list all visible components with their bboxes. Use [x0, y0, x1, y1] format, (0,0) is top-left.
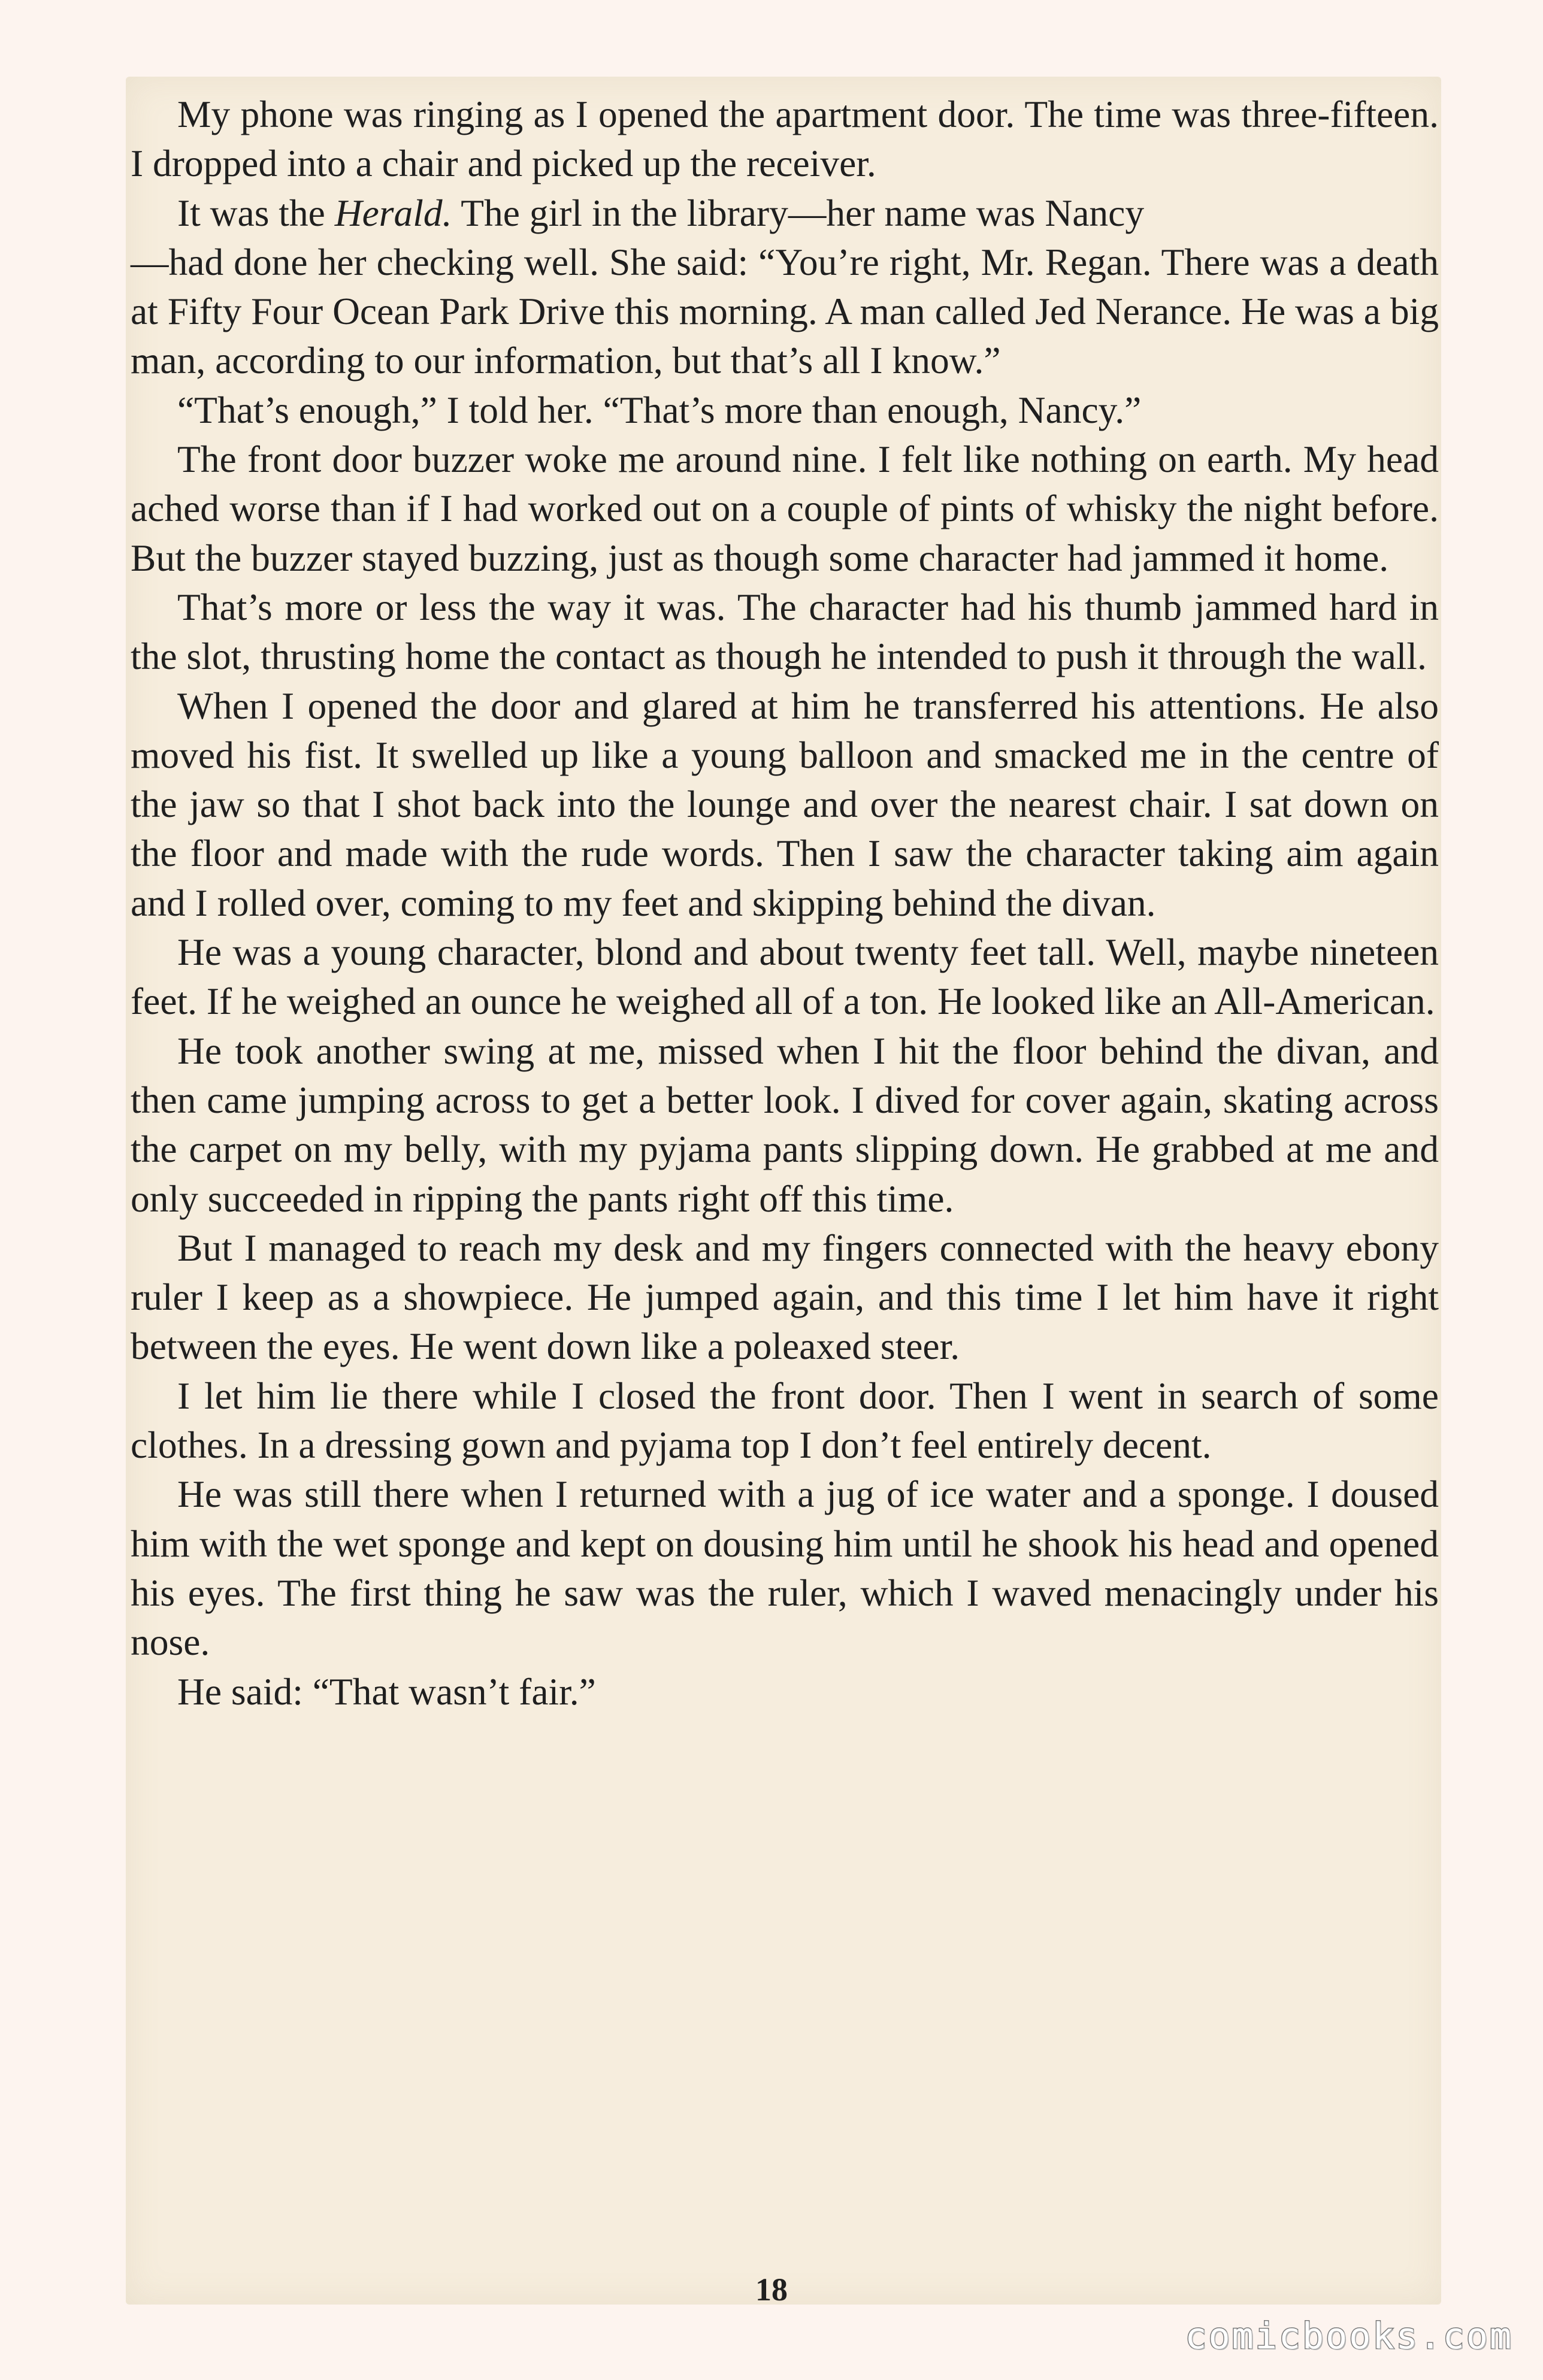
paragraph: My phone was ringing as I opened the apartment door. The time was three-fifteen. I dropped into a chair and picked up the receiver. [131, 93, 1439, 185]
paragraph: When I opened the door and glared at him he transferred his attentions. He also moved his fist. It swelled up like a young balloon and smacked me in the centre of the jaw so that I shot back into the lounge and over the nearest chair. I sat down on the floor and made with the rude words. Then I saw the character taking aim again and I rolled over, coming to my feet and skipping behind the divan. [131, 684, 1439, 924]
story-text [131, 90, 1439, 1716]
paragraph: But I managed to reach my desk and my fingers connected with the heavy ebony ruler I keep as a showpiece. He jumped again, and this time I let him have it right between the eyes. He went down like a poleaxed steer. [131, 1226, 1439, 1368]
newspaper-name: Herald. [334, 191, 452, 234]
paragraph: He said: “That wasn’t fair.” [177, 1670, 596, 1713]
paragraph-herald-start: It was the [177, 191, 335, 234]
paragraph-herald-cont: —had done her checking well. She said: “You’re right, Mr. Regan. There was a death at Fifty Four Ocean Park Drive this morning. A man called Jed Nerance. He was a big man, according to our information, but that’s all I know.” [131, 240, 1439, 382]
page-number: 18 [755, 2272, 788, 2308]
site-watermark: comicbooks.com [1185, 2315, 1513, 2357]
paragraph: He took another swing at me, missed when I hit the floor behind the divan, and then came jumping across to get a better look. I dived for cover again, skating across the carpet on my belly, with my pyjama pants slipping down. He grabbed at me and only succeeded in ripping the pants right off this time. [131, 1029, 1439, 1220]
paragraph: He was a young character, blond and about twenty feet tall. Well, maybe nineteen feet. If he weighed an ounce he weighed all of a ton. He looked like an All-American. [131, 931, 1439, 1023]
paragraph: “That’s enough,” I told her. “That’s more than enough, Nancy.” [177, 388, 1142, 431]
paragraph: The front door buzzer woke me around nine. I felt like nothing on earth. My head ached worse than if I had worked out on a couple of pints of whisky the night before. But the buzzer stayed buzzing, just as though some character had jammed it home. [131, 438, 1439, 579]
paragraph: He was still there when I returned with a jug of ice water and a sponge. I doused him with the wet sponge and kept on dousing him until he shook his head and opened his eyes. The first thing he saw was the ruler, which I waved menacingly under his nose. [131, 1473, 1439, 1664]
paragraph-herald [131, 189, 1439, 386]
paragraph-herald-end: The girl in the library—her name was Nancy [452, 191, 1145, 234]
paragraph: That’s more or less the way it was. The character had his thumb jammed hard in the slot, thrusting home the contact as though he intended to push it through the wall. [131, 585, 1439, 678]
paragraph: I let him lie there while I closed the front door. Then I went in search of some clothes. In a dressing gown and pyjama top I don’t feel entirely decent. [131, 1374, 1439, 1467]
